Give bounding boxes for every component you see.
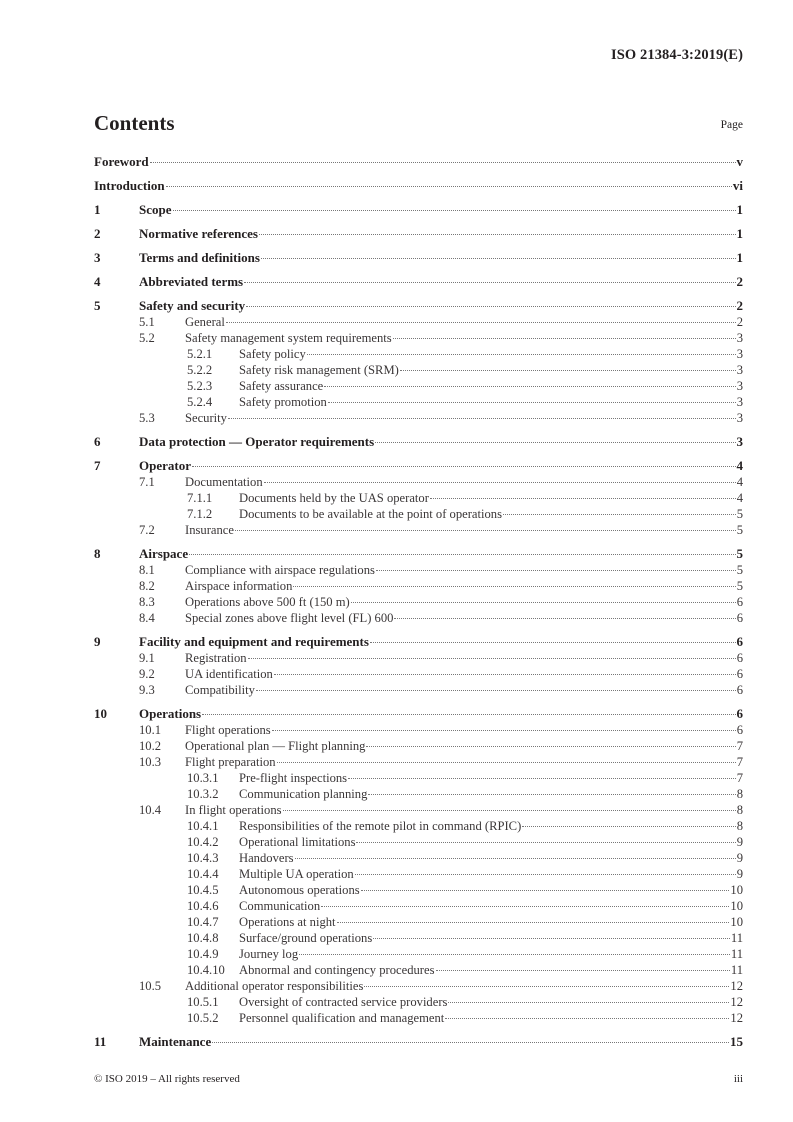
toc-entry[interactable] [94,330,743,346]
toc-entry[interactable] [94,274,743,290]
dot-leader [244,282,735,283]
toc-entry-number: 5.2 [139,331,155,345]
toc-entry[interactable] [94,818,743,834]
toc-entry-title[interactable]: Abbreviated terms [139,274,244,289]
toc-entry-number: 5 [94,298,101,313]
toc-entry-title[interactable]: Operations at night [239,915,336,929]
dot-leader [324,386,735,387]
toc-entry[interactable] [94,250,743,266]
toc-entry-number: 2 [94,226,101,241]
toc-entry[interactable] [94,802,743,818]
toc-entry-page[interactable]: 5 [736,563,743,577]
toc-entry[interactable] [94,178,743,194]
dot-leader [261,258,736,259]
toc-entry-page[interactable]: 3 [736,347,743,361]
dot-leader [272,730,736,731]
dot-leader [259,234,736,235]
toc-entry-title[interactable]: Autonomous operations [239,883,360,897]
dot-leader [364,986,729,987]
toc-entry-title[interactable]: Normative references [139,226,258,241]
dot-leader [307,354,736,355]
toc-entry[interactable] [94,754,743,770]
toc-entry[interactable] [94,410,743,426]
toc-entry-title[interactable]: Data protection — Operator requirements [139,434,375,449]
dot-leader [283,810,736,811]
document-id: ISO 21384-3:2019(E) [611,47,743,63]
toc-entry-page[interactable]: 6 [736,723,743,737]
toc-entry[interactable] [94,786,743,802]
toc-entry[interactable] [94,490,743,506]
toc-entry-title[interactable]: Introduction [94,178,165,193]
toc-entry-page[interactable]: 6 [736,611,743,625]
toc-entry[interactable] [94,946,743,962]
toc-entry[interactable] [94,506,743,522]
toc-entry[interactable] [94,1034,743,1050]
dot-leader [445,1018,729,1019]
toc-entry[interactable] [94,522,743,538]
toc-entry-number: 10.4.9 [187,947,219,961]
toc-entry-title[interactable]: Operations above 500 ft (150 m) [185,595,350,609]
toc-entry-page[interactable]: 5 [736,546,743,561]
toc-entry[interactable] [94,362,743,378]
toc-entry[interactable] [94,898,743,914]
toc-entry[interactable] [94,546,743,562]
toc-entry-title[interactable]: Foreword [94,154,149,169]
toc-entry[interactable] [94,202,743,218]
toc-entry-number: 7.2 [139,523,155,537]
toc-entry-title[interactable]: Operator [139,458,191,473]
page-title: Contents [94,111,175,135]
toc-entry-page[interactable]: 6 [736,634,743,649]
toc-entry-title[interactable]: Flight operations [185,723,271,737]
toc-entry-page[interactable]: 6 [736,595,743,609]
toc-entry[interactable] [94,650,743,666]
toc-entry[interactable] [94,682,743,698]
toc-entry[interactable] [94,1010,743,1026]
toc-entry[interactable] [94,314,743,330]
toc-entry-number: 10.4 [139,803,162,817]
toc-entry-title[interactable]: Terms and definitions [139,250,260,265]
toc-entry-number: 3 [94,250,101,265]
toc-entry-page[interactable]: 1 [736,226,743,241]
dot-leader [400,370,736,371]
toc-entry-page[interactable]: 9 [736,851,743,865]
toc-entry-number: 10.3.2 [187,787,219,801]
toc-entry-page[interactable]: 4 [736,475,743,489]
footer-copyright: © ISO 2019 – All rights reserved [94,1073,240,1085]
dot-leader [394,618,735,619]
dot-leader [173,210,736,211]
toc-entry-number: 8.4 [139,611,155,625]
toc-entry[interactable] [94,298,743,314]
toc-entry-page[interactable]: 2 [736,315,743,329]
toc-entry-title[interactable]: Safety promotion [239,395,327,409]
toc-entry-number: 10.4.10 [187,963,225,977]
toc-entry-page[interactable]: 7 [736,739,743,753]
toc-entry-number: 10.1 [139,723,162,737]
toc-entry[interactable] [94,706,743,722]
toc-entry-page[interactable]: 4 [736,491,743,505]
dot-leader [448,1002,729,1003]
toc-entry[interactable] [94,474,743,490]
dot-leader [228,418,736,419]
dot-leader [368,794,735,795]
dot-leader [248,658,736,659]
toc-entry[interactable] [94,346,743,362]
toc-entry-number: 7.1 [139,475,155,489]
toc-entry-page[interactable]: 9 [736,867,743,881]
toc-entry-title[interactable]: In flight operations [185,803,282,817]
toc-entry-page[interactable]: 9 [736,835,743,849]
toc-entry[interactable] [94,378,743,394]
toc-entry[interactable] [94,226,743,242]
dot-leader [264,482,736,483]
toc-entry-title[interactable]: Journey log [239,947,299,961]
dot-leader [328,402,736,403]
dot-leader [212,1042,729,1043]
toc-entry-title[interactable]: Operational plan — Flight planning [185,739,366,753]
toc-entry[interactable] [94,834,743,850]
toc-entry-page[interactable]: 2 [736,274,743,289]
toc-entry-number: 10.4.6 [187,899,219,913]
toc-entry-title[interactable]: Surface/ground operations [239,931,373,945]
toc-entry-number: 10.4.4 [187,867,219,881]
dot-leader [256,690,736,691]
dot-leader [299,954,730,955]
toc-entry-number: 10.5.1 [187,995,219,1009]
toc-entry-number: 7.1.1 [187,491,213,505]
toc-entry[interactable] [94,458,743,474]
toc-entry-number: 7.1.2 [187,507,213,521]
toc-entry-title[interactable]: Pre-flight inspections [239,771,348,785]
dot-leader [522,826,735,827]
toc-entry-page[interactable]: 5 [736,523,743,537]
dot-leader [355,874,736,875]
toc-entry-page[interactable]: 11 [730,963,743,977]
toc-entry-title[interactable]: Operations [139,706,202,721]
toc-entry-title[interactable]: Flight preparation [185,755,276,769]
toc-entry-title[interactable]: Scope [139,202,172,217]
toc-entry-page[interactable]: 11 [730,931,743,945]
toc-entry-title[interactable]: Oversight of contracted service providers [239,995,448,1009]
dot-leader [376,570,736,571]
toc-entry-page[interactable]: 2 [736,298,743,313]
dot-leader [430,498,736,499]
toc-entry-title[interactable]: Maintenance [139,1034,212,1049]
dot-leader [166,186,732,187]
dot-leader [503,514,736,515]
toc-entry-page[interactable]: 3 [736,434,743,449]
footer-page-number: iii [733,1073,743,1085]
toc-entry-number: 10.4.5 [187,883,219,897]
toc-entry-page[interactable]: 6 [736,651,743,665]
dot-leader [293,586,735,587]
dot-leader [246,306,735,307]
toc-entry-title[interactable]: Additional operator responsibilities [185,979,364,993]
toc-entry-page[interactable]: 4 [736,458,743,473]
toc-entry[interactable] [94,770,743,786]
toc-entry[interactable] [94,738,743,754]
toc-entry-title[interactable]: Safety management system requirements [185,331,392,345]
toc-entry-number: 10.4.8 [187,931,219,945]
toc-entry-title[interactable]: Compliance with airspace regulations [185,563,375,577]
toc-entry-page[interactable]: 3 [736,395,743,409]
toc-entry-title[interactable]: Compatibility [185,683,255,697]
toc-entry-number: 10.3.1 [187,771,219,785]
toc-entry-number: 10.4.3 [187,851,219,865]
toc-entry-page[interactable]: v [736,154,743,169]
toc-entry-title[interactable]: Insurance [185,523,234,537]
toc-entry-title[interactable]: Responsibilities of the remote pilot in command (RPIC) [239,819,522,833]
toc-entry-page[interactable]: 10 [730,899,743,913]
toc-entry-number: 10.5.2 [187,1011,219,1025]
toc-entry-page[interactable]: 1 [736,202,743,217]
toc-entry-title[interactable]: Operational limitations [239,835,356,849]
toc-entry-title[interactable]: Special zones above flight level (FL) 600 [185,611,394,625]
toc-entry[interactable] [94,882,743,898]
toc-entry-number: 9.1 [139,651,155,665]
toc-entry-number: 5.1 [139,315,155,329]
dot-leader [436,970,730,971]
toc-entry-title[interactable]: Multiple UA operation [239,867,354,881]
toc-entry-number: 1 [94,202,101,217]
toc-entry-number: 5.2.3 [187,379,213,393]
toc-entry-title[interactable]: Documents held by the UAS operator [239,491,429,505]
dot-leader [295,858,736,859]
toc-entry-title[interactable]: General [185,315,225,329]
toc-entry-page[interactable]: 12 [730,1011,743,1025]
toc-entry-title[interactable]: Documents to be available at the point of operations [239,507,502,521]
toc-entry-page[interactable]: 15 [730,1034,743,1049]
toc-entry[interactable] [94,962,743,978]
dot-leader [337,922,730,923]
table-of-contents [94,154,743,1050]
toc-entry[interactable] [94,666,743,682]
toc-entry[interactable] [94,634,743,650]
toc-entry-page[interactable]: 8 [736,819,743,833]
toc-entry-page[interactable]: 8 [736,787,743,801]
toc-entry-page[interactable]: 5 [736,579,743,593]
toc-entry-number: 5.3 [139,411,155,425]
toc-entry-number: 7 [94,458,101,473]
dot-leader [202,714,735,715]
toc-entry-title[interactable]: Documentation [185,475,263,489]
toc-entry-title[interactable]: Personnel qualification and management [239,1011,445,1025]
toc-entry[interactable] [94,562,743,578]
toc-entry[interactable] [94,850,743,866]
dot-leader [348,778,736,779]
toc-entry-number: 11 [94,1034,107,1049]
toc-entry-title[interactable]: Safety policy [239,347,306,361]
toc-entry-page[interactable]: 6 [736,683,743,697]
dot-leader [373,938,730,939]
toc-entry[interactable] [94,394,743,410]
toc-entry[interactable] [94,722,743,738]
toc-entry-title[interactable]: Safety assurance [239,379,324,393]
toc-entry-title[interactable]: Facility and equipment and requirements [139,634,369,649]
toc-entry-title[interactable]: Abnormal and contingency procedures [239,963,435,977]
toc-entry-number: 8 [94,546,101,561]
toc-entry-page[interactable]: 7 [736,771,743,785]
toc-entry-page[interactable]: 12 [730,979,743,993]
dot-leader [189,554,735,555]
toc-entry-title[interactable]: Safety and security [139,298,246,313]
toc-entry-title[interactable]: Security [185,411,227,425]
toc-entry-title[interactable]: Safety risk management (SRM) [239,363,399,377]
toc-entry-page[interactable]: 6 [736,706,743,721]
toc-entry-page[interactable]: 3 [736,331,743,345]
toc-entry-number: 9.2 [139,667,155,681]
toc-entry[interactable] [94,610,743,626]
toc-entry[interactable] [94,154,743,170]
toc-entry[interactable] [94,594,743,610]
toc-entry[interactable] [94,930,743,946]
toc-entry-title[interactable]: UA identification [185,667,273,681]
toc-entry[interactable] [94,866,743,882]
dot-leader [351,602,736,603]
toc-entry[interactable] [94,914,743,930]
toc-entry-title[interactable]: Airspace [139,546,189,561]
toc-entry-page[interactable]: 5 [736,507,743,521]
dot-leader [393,338,736,339]
toc-entry-number: 4 [94,274,101,289]
toc-entry-number: 8.1 [139,563,155,577]
toc-entry-number: 10.5 [139,979,162,993]
toc-entry-title[interactable]: Communication planning [239,787,368,801]
toc-entry-number: 8.3 [139,595,155,609]
toc-entry-page[interactable]: 10 [730,883,743,897]
toc-entry-page[interactable]: vi [732,178,743,193]
dot-leader [192,466,736,467]
toc-entry-title[interactable]: Registration [185,651,247,665]
toc-entry-page[interactable]: 3 [736,363,743,377]
toc-entry-title[interactable]: Communication [239,899,321,913]
dot-leader [366,746,735,747]
dot-leader [356,842,735,843]
toc-entry-title[interactable]: Airspace information [185,579,293,593]
dot-leader [150,162,736,163]
toc-entry-page[interactable]: 3 [736,411,743,425]
dot-leader [274,674,736,675]
toc-entry-number: 10.4.2 [187,835,219,849]
dot-leader [361,890,730,891]
toc-entry-number: 10 [94,706,107,721]
dot-leader [370,642,736,643]
toc-entry-number: 9.3 [139,683,155,697]
toc-entry-number: 9 [94,634,101,649]
toc-entry-title[interactable]: Handovers [239,851,294,865]
toc-entry-number: 10.4.1 [187,819,219,833]
dot-leader [375,442,735,443]
toc-entry[interactable] [94,578,743,594]
toc-entry-page[interactable]: 12 [730,995,743,1009]
toc-entry[interactable] [94,434,743,450]
toc-entry-page[interactable]: 1 [736,250,743,265]
toc-entry-page[interactable]: 11 [730,947,743,961]
toc-entry[interactable] [94,994,743,1010]
toc-entry-page[interactable]: 3 [736,379,743,393]
toc-entry-number: 6 [94,434,101,449]
toc-entry-number: 10.2 [139,739,162,753]
toc-entry-page[interactable]: 7 [736,755,743,769]
toc-entry-number: 10.4.7 [187,915,219,929]
toc-entry-page[interactable]: 10 [730,915,743,929]
dot-leader [226,322,736,323]
toc-entry-number: 5.2.2 [187,363,213,377]
dot-leader [277,762,736,763]
toc-entry-number: 5.2.1 [187,347,213,361]
toc-entry-page[interactable]: 8 [736,803,743,817]
page-column-label: Page [720,119,743,131]
toc-entry-number: 10.3 [139,755,162,769]
dot-leader [321,906,729,907]
toc-entry-page[interactable]: 6 [736,667,743,681]
dot-leader [235,530,736,531]
toc-entry[interactable] [94,978,743,994]
toc-entry-number: 8.2 [139,579,155,593]
toc-entry-number: 5.2.4 [187,395,213,409]
